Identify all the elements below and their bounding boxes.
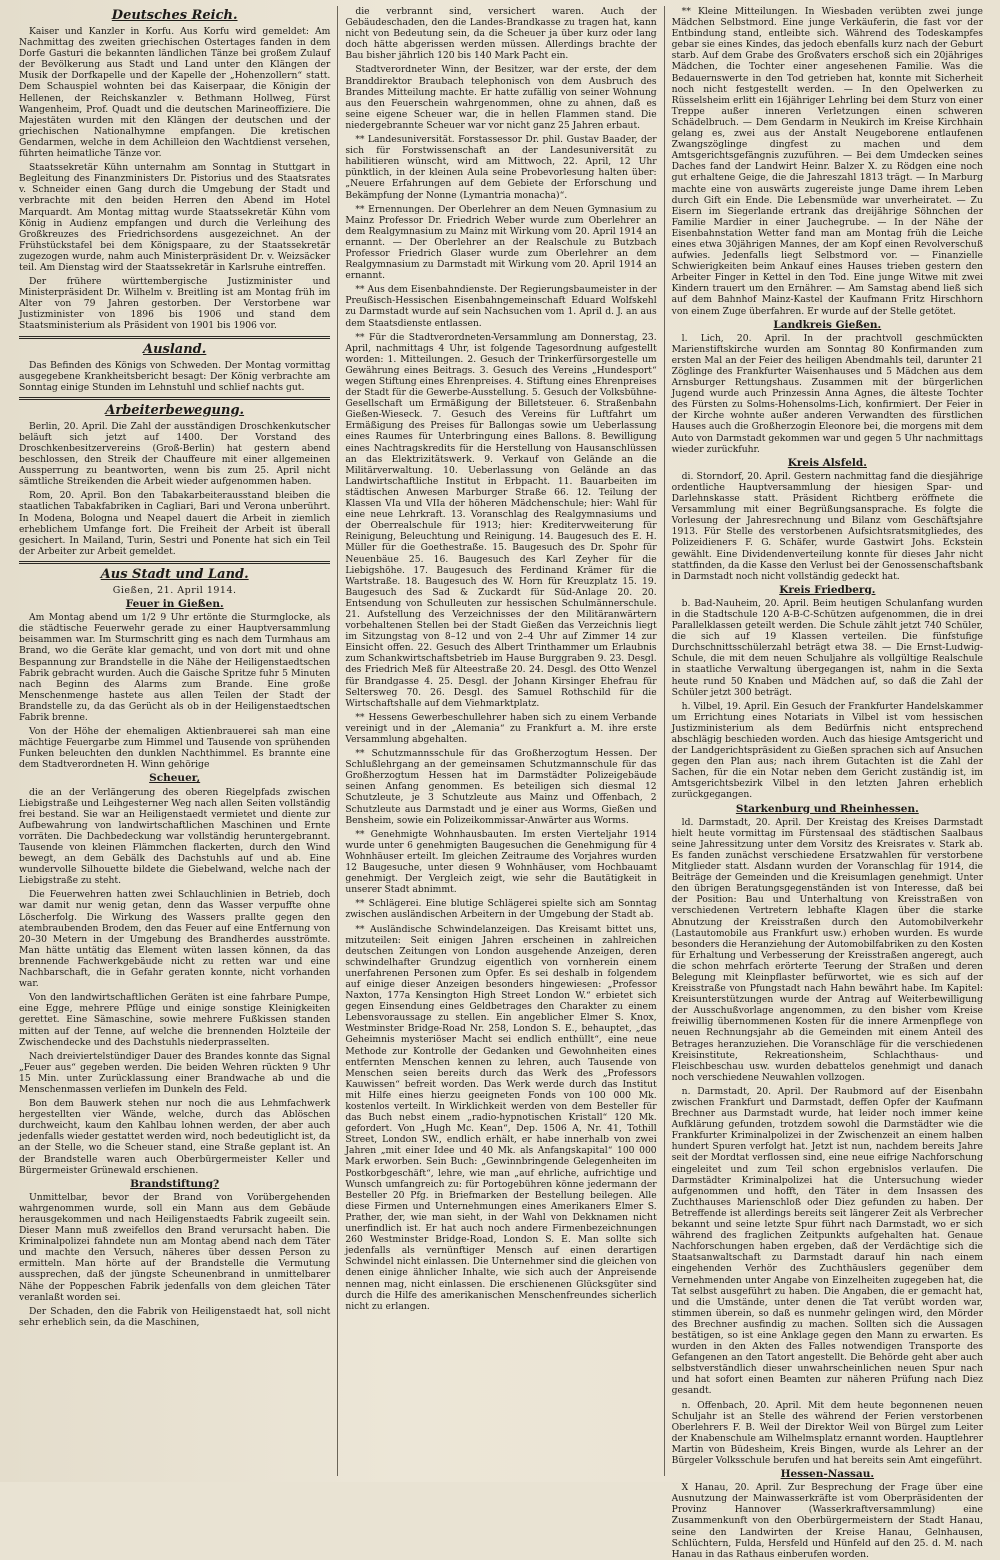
article-paragraph: Die Feuerwehren hatten zwei Schlauchlinien in Betrieb, doch war damit nur wenig getan, denn das Wasser verpuffte ohne Löscherfolg. Die Wirkung des Wassers prallte gegen den atembraubenden Brodem, den das Feuer auf eine Entfernung von 20–30 Metern in der Umgebung des Brandherdes ausströmte. Man hätte untätig das Element wüten lassen können, da das brennende Fachwerkgebäude nicht zu retten war und eine Nachbarschaft, die in Gefahr geraten konnte, nicht vorhanden war.	[19, 889, 331, 990]
section-heading: Ausland.	[143, 341, 207, 357]
article-paragraph: ** Landesuniversität. Forstassessor Dr. phil. Gustav Baader, der sich für Forstwissenschaft an der Landesuniversität zu habilitieren wünscht, wird am Mittwoch, 22. April, 12 Uhr pünktlich, in der kleinen Aula seine Probevorlesung halten über: „Neuere Erfahrungen auf dem Gebiete der Erforschung und Bekämpfung der Nonne (Lymantria monacha)“.	[345, 134, 657, 201]
article-paragraph: Von den landwirtschaftlichen Geräten ist eine fahrbare Pumpe, eine Egge, mehrere Pflüge und einige sonstige Kleinigkeiten gerettet. Eine Sämaschine, sowie mehrere Fußkissen standen mitten auf der Tenne, auf welche die brennenden Holzteile der Zwischendecke und des Dachstuhls niederprasselten.	[19, 992, 331, 1048]
article-paragraph: Der Schaden, den die Fabrik von Heiligenstaedt hat, soll nicht sehr erheblich sein, da die Maschinen,	[19, 1305, 331, 1328]
section-heading: Deutsches Reich.	[111, 8, 238, 23]
article-paragraph: Berlin, 20. April. Die Zahl der ausständigen Droschkenkutscher beläuft sich jetzt auf 1400. Der Vorstand des Droschkenbesitzervereins (Groß-Berlin) hat gestern abend beschlossen, den Streik der Chauffeure mit einer allgemeinen Aussperrung zu beantworten, wenn bis zum 25. April nicht sämtliche Streikenden die Arbeit wieder aufgenommen haben.	[19, 420, 331, 488]
article-paragraph: Rom, 20. April. Bon den Tabakarbeiterausstand bleiben die staatlichen Tabakfabriken in Cagliari, Bari und Verona unberührt. In Modena, Bologna und Neapel dauert die Arbeit in ziemlich erheblichem Umfange fort. Die Freiheit der Arbeit ist überall gesichert. In Mailand, Turin, Sestri und Ponente hat sich ein Teil der Arbeiter zur Arbeit gemeldet.	[19, 490, 331, 557]
article-paragraph: ** Schlägerei. Eine blutige Schlägerei spielte sich am Sonntag zwischen ausländischen Arbeitern in der Umgebung der Stadt ab.	[345, 898, 657, 921]
divider	[19, 397, 330, 400]
article-paragraph: Kaiser und Kanzler in Korfu. Aus Korfu wird gemeldet: Am Nachmittag des zweiten griechischen Ostertages fanden in dem Dorfe Gasturi die bekannten ländlichen Tänze bei großem Zulauf der Bevölkerung aus Stadt und Land unter den Klängen der Musik der Dorfkapelle und der Kapelle der „Hohenzollern“ statt. Dem Schauspiel wohnten bei das Kaiserpaar, die Königin der Hellenen, der Reichskanzler v. Bethmann Hollweg, Fürst Wangenheim, Prof. Quadt und die deutschen Marineoffiziere. Die Majestäten wurden mit den Klängen der deutschen und der griechischen Nationalhymne empfangen. Die kretischen Gendarmen, welche in dem Achilleion den Wachtdienst versehen, führten heimatliche Tänze vor.	[19, 26, 331, 160]
article-paragraph: Am Montag abend um 1/2 9 Uhr ertönte die Sturmglocke, als die städtische Feuerwehr gerade zu einer Hauptversammlung beisammen war. Im Sturmschritt ging es nach dem Turmhaus am Brand, wo die Geräte klar gemacht, und von dort mit und ohne Bespannung zur Brandstelle in die Nähe der Heiligenstaedtschen Fabrik gebracht wurden. Auch die Gaische Spritze fuhr 5 Minuten nach Beginn des Alarms zum Brande. Eine große Menschenmenge hastete aus allen Teilen der Stadt der Brandstelle zu, da das Gerücht als ob in der Heiligenstaedtschen Fabrik brenne.	[19, 612, 331, 723]
dateline: Gießen, 21. April 1914.	[112, 584, 237, 596]
article-paragraph: n. Darmstadt, 20. April. Der Raubmord auf der Eisenbahn zwischen Frankfurt und Darmstadt, deffen Opfer der Kaufmann Brechner aus Darmstadt wurde, hat leider noch immer keine Aufklärung gefunden, trotzdem sowohl die Darmstädter wie die Frankfurter Kriminalpolizei in der Zwischenzeit an einem halben hundert Spuren verfolgt hat. Jetzt ist nun, nachdem bereits Jahre seit der Mordtat verflossen sind, eine neue eifrige Nachforschung eingeleitet und zum Teil schon ergebnislos verlaufen. Die Darmstädter Kriminalpolizei hat die Untersuchung wieder aufgenommen und hofft, den Täter in dem Insassen des Zuchthauses Marienschloß oder Diez gefunden zu haben. Der Betreffende ist allerdings bereits seit längerer Zeit als Verbrecher bekannt und seine letzte Spur führt nach Darmstadt, wo er sich während des fraglichen Zeitpunkts aufgehalten hat. Genaue Nachforschungen haben ergeben, daß der Verdächtige sich die Staatsanwaltschaft zu Darmstadt darauf hin nach einem eingehenden Verhör des Zuchthäuslers gegenüber dem Vernehmenden unter Angabe von Einzelheiten zugegeben hat, die Tat selbst ausgeführt zu haben. Die Angaben, die er gemacht hat, und die Umstände, unter denen die Tat verübt worden war, stimmen überein, so daß es nunmehr gelingen wird, den Mörder des Brechner ausfindig zu machen. Sollten sich die Aussagen bestätigen, so ist eine Anklage gegen den Mann zu erwarten. Es wurden in den Akten des Falles notwendigen Transporte des Gefangenen an den Tatort angestellt. Die Behörde geht aber auch selbstverständlich dieser unwahrscheinlichen neuen Spur nach und hat sofort einen Beamten zur näheren Prüfung nach Diez gesandt.	[671, 1085, 983, 1397]
article-paragraph: ** Ausländische Schwindelanzeigen. Das Kreisamt bittet uns, mitzuteilen: Seit einigen Jahren erscheinen in zahlreichen deutschen Zeitungen von London ausgehende Anzeigen, deren schwindelhafter Grundzug eigentlich von vornherein einem unerfahrenen Personen zum Opfer. Es sei deshalb in folgendem auf einige dieser Anzeigen besonders hingewiesen: „Professor Naxton, 177a Kensington High Street London W.“ erbietet sich gegen Einsendung eines Geldbetrages den Charakter zu einem Lebensvoraussage zu stellen. Ein angeblicher Elmer S. Knox, Westminster Bridge-Road Nr. 258, London S. E., behauptet, „das Geheimnis mysteriöser Macht sei endlich enthüllt“, eine neue Methode zur Kontrolle der Gedanken und Gewohnheiten eines entfernten Menschen kennen zu lehren, auch Tausende von Menschen seien bereits durch das Werk des „Professors Kauwissen“ befreit worden. Das Werk werde durch das Institut mit Hilfe eines hierzu geeigneten Fonds von 100 000 Mk. kostenlos verteilt. In Wirklichkeit werden von dem Besteller für das Buch nebst einem „radio-hypnotischen Kristall“ 120 Mk. gefordert. Von „Hugh Mc. Kean“, Dep. 1506 A, Nr. 41, Tothill Street, London SW., endlich erhält, er habe innerhalb von zwei Jahren „mit einer Idee und 40 Mk. als Anfangskapital“ 100 000 Mark erworben. Sein Buch: „Gewinnbringende Gelegenheiten im Postkorbgeschäft“, lehre, wie man „auf ehrliche, aufrichtige und Wunsch umfangreich zu: für Portogebühren könne jedermann der Besteller 20 Pfg. in Briefmarken der Bestellung beilegen. Alle diese Firmen und Unternehmungen eines Amerikaners Elmer S. Prather, der, wie man sieht, in der Wahl von Dekknamen nicht unerfindlich ist. Er hat auch noch andere Firmenbezeichnungen 260 Westminster Bridge-Road, London S. E. Man sollte sich jedenfalls als vernünftiger Mensch auf einen derartigen Schwindel nicht einlassen. Die Unternehmer sind die gleichen von denen einige ähnlicher Inhalte, wie sich auch der Anpreisende nennen mag, nicht einlassen. Die erschienenen Glücksgüter sind durch die Hilfe des amerikanischen Menschenfreundes sicherlich nicht zu erlangen.	[345, 923, 657, 1312]
sub-heading: Brandstiftung?	[130, 1177, 220, 1190]
article-paragraph: ** Kleine Mitteilungen. In Wiesbaden verübten zwei junge Mädchen Selbstmord. Eine junge Verkäuferin, die fast vor der Entbindung stand, entleibte sich. Während des Todeskampfes gebar sie eines Kindes, das jedoch ebenfalls kurz nach der Geburt starb. Auf dem Grabe des Großvaters erschoß sich ein 20jähriges Mädchen, die Tochter einer angesehenen Familie. Was die Bedauernswerte in den Tod getrieben hat, konnte mit Sicherheit noch nicht festgestellt werden. — In den Opelwerken zu Rüsselsheim erlitt ein 16jähriger Lehrling bei dem Sturz von einer Treppe außer inneren Verletzungen einen schweren Schädelbruch. — Dem Gendarm in Neukirch im Kreise Kirchhain gelang es, zwei aus der Anstalt Neugeborene entlaufenen Zwangszöglinge dingfest zu machen und dem Amtsgerichtsgefängnis zuzuführen. — Bei dem Umdecken seines Daches fand der Landwirt Heinr. Balzer X. zu Rödgen eine noch gut erhaltene Geige, die die Jahreszahl 1813 trägt. — In Marburg machte eine von auswärts zugereiste junge Dame ihrem Leben durch Gift ein Ende. Die Lebensmüde war unverheiratet. — Zu Eisern im Siegerlande ertrank das dreijährige Söhnchen der Familie Mardier in einer Jauchegrube. — In der Nähe der Eisenbahnstation Wetter fand man am Montag früh die Leiche eines etwa 30jährigen Mannes, der am Kopf einen Revolverschuß aufwies. Jedenfalls liegt Selbstmord vor. — Finanzielle Schwierigkeiten beim Ankauf eines Hauses trieben gestern den Arbeiter Finger in Kettel in den Tod. Eine junge Witwe mit zwei Kindern trauert um den Ernährer. — Am Samstag abend ließ sich auf dem Bahnhof Mainz-Kastel der Kaufmann Fritz Hirschhorn von einem Zuge überfahren. Er wurde auf der Stelle getötet.	[671, 6, 983, 317]
article-paragraph: ** Aus dem Eisenbahndienste. Der Regierungsbaumeister in der Preußisch-Hessischen Eisenbahngemeinschaft Eduard Wolfskehl zu Darmstadt wurde auf sein Nachsuchen vom 1. April d. J. an aus dem Staatsdienste entlassen.	[345, 284, 657, 329]
article-paragraph: Nach dreiviertelstündiger Dauer des Brandes konnte das Signal „Feuer aus“ gegeben werden. Die beiden Wehren rückten 9 Uhr 15 Min. unter Zurücklassung einer Brandwache ab und die Menschenmassen verliefen im Dunkeln des Feld.	[19, 1050, 331, 1095]
column-container	[12, 6, 990, 1560]
article-paragraph: ld. Darmstadt, 20. April. Der Kreistag des Kreises Darmstadt hielt heute vormittag im Fürstensaal des städtischen Saalbaus seine Jahressitzung unter dem Vorsitz des Kreisrates v. Stark ab. Es fanden zunächst verschiedene Ersatzwahlen für verstorbene Mitglieder statt. Alsdann wurden der Voranschlag für 1914, die Beiträge der Gemeinden und die Kreisumlagen genehmigt. Unter den übrigen Beratungsgegenständen ist von Interesse, daß bei der Position: Bau und Unterhaltung von Kreisstraßen von verschiedenen Vertretern lebhafte Klagen über die starke Abnutzung der Kreisstraßen durch den Automobilverkehr (Lastautomobile aus Frankfurt usw.) erhoben wurden. Es wurde besonders die Heranziehung der Automobilfabriken zu den Kosten für Erhaltung und Verbesserung der Kreisstraßen angeregt, auch die schon mehrfach erörterte Teerung der Straßen und deren Belegung mit Kleinpflaster befürwortet, wie es sich auf der Kreisstraße von Pfungstadt nach Hahn bewährt habe. Im Kapitel: Kreisunterstützungen wurde der Antrag auf Weiterbewilligung der Ausschußvorlage angenommen, zu den bisher vom Kreise freiwillig übernommenen Kosten für die innere Armenpflege von neuen Rechnungsjahr ab die Gemeinden mit einem Anteil des Betrages heranzuziehen. Die Voranschläge für die verschiedenen Kreisinstitute, Rekreationsheim, Schlachthaus- und Fleischbeschau usw. wurden debattelos genehmigt und danach noch verschiedene Neuwahlen vollzogen.	[671, 816, 983, 1083]
sub-heading: Landkreis Gießen.	[773, 318, 882, 331]
article-paragraph: ** Genehmigte Wohnhausbauten. Im ersten Vierteljahr 1914 wurde unter 6 genehmigten Baugesuchen die Genehmigung für 4 Wohnhäuser erteilt. Im gleichen Zeitraume des Vorjahres wurden 12 Baugesuche, unter diesen 9 Wohnhäuser, vom Hochbauamt genehmigt. Der Vergleich zeigt, wie sehr die Bautätigkeit in unserer Stadt abnimmt.	[345, 828, 657, 896]
section-heading: Aus Stadt und Land.	[100, 566, 249, 582]
article-paragraph: di. Storndorf, 20. April. Gestern nachmittag fand die diesjährige ordentliche Hauptversammlung der hiesigen Spar- und Darlehnskasse statt. Präsident Richtberg eröffnete die Versammlung mit einer Begrüßungsansprache. Es folgte die Vorlesung der Jahresrechnung und Bilanz vom Geschäftsjahre 1913. Für Stelle des verstorbenen Aufsichtsratsmitgliedes, des Polizeidieners F. G. Schäfer, wurde Gastwirt Johs. Eckstein gewählt. Eine Dividendenverteilung konnte für dieses Jahr nicht stattfinden, da die Kasse den Verlust bei der Genossenschaftsbank in Darmstadt noch nicht vollständig gedeckt hat.	[671, 470, 983, 582]
sub-heading: Feuer in Gießen.	[125, 598, 224, 611]
sub-heading: Scheuer,	[149, 772, 201, 785]
sub-heading: Hessen-Nassau.	[780, 1468, 875, 1481]
section-heading: Arbeiterbewegung.	[105, 402, 245, 418]
sub-heading: Kreis Friedberg.	[779, 583, 876, 596]
article-paragraph: Der frühere württembergische Justizminister und Ministerpräsident Dr. Wilhelm v. Breitling ist am Montag früh im Alter von 79 Jahren gestorben. Der Verstorbene war Justizminister von 1896 bis 1906 und stand dem Staatsministerium als Präsident von 1901 bis 1906 vor.	[19, 276, 331, 332]
article-paragraph: b. Bad-Nauheim, 20. April. Beim heutigen Schulanfang wurden in die Stadtschule 120 A-B-C-Schützen aufgenommen, die in drei Parallelklassen geteilt werden. Die Schule zählt jetzt 740 Schüler, die sich auf 19 Klassen verteilen. Die fünfstufige Durchschnittsschülerzahl beträgt etwa 38. — Die Ernst-Ludwig-Schule, die mit dem neuen Schuljahre als vollgültige Realschule in staatliche Verwaltung übergegangen ist, nahm in die Sexta heute rund 50 Knaben und Mädchen auf, so daß die Zahl der Schüler jetzt 300 beträgt.	[671, 597, 983, 698]
article-paragraph: ** Ernennungen. Der Oberlehrer an dem Neuen Gymnasium zu Mainz Professor Dr. Friedrich Weber wurde zum Oberlehrer an dem Realgymnasium zu Mainz mit Wirkung vom 20. April 1914 an ernannt. — Der Oberlehrer an der Realschule zu Butzbach Professor Friedrich Glaser wurde zum Oberlehrer an dem Realgymnasium zu Darmstadt mit Wirkung vom 20. April 1914 an ernannt.	[345, 203, 657, 282]
divider	[19, 336, 330, 339]
article-paragraph: ** Schutzmannsschule für das Großherzogtum Hessen. Der Schlußlehrgang an der gemeinsamen Schutzmannschule für das Großherzogtum Hessen hat im Darmstädter Polizeigebäude seinen Anfang genommen. Es beteiligen sich diesmal 12 Schutzleute, je 3 Schutzleute aus Mainz und Offenbach, 2 Schutzleute aus Darmstadt und je einer aus Worms, Gießen und Bensheim, sowie ein Polizeikommissar-Anwärter aus Worms.	[345, 748, 657, 826]
article-paragraph: n. Offenbach, 20. April. Mit dem heute begonnenen neuen Schuljahr ist an Stelle des während der Ferien verstorbenen Oberlehrers F. B. Weil der Direktor Weil von Bürgel zum Leiter der Knabenschule am Wilhelmsplatz ernannt worden. Hauptlehrer Martin von Büdesheim, Kreis Bingen, wurde als Lehrer an der Bürgeler Volksschule berufen und hat bereits sein Amt eingeführt.	[671, 1399, 983, 1466]
article-paragraph: die verbrannt sind, versichert waren. Auch der Gebäudeschaden, den die Landes-Brandkasse zu tragen hat, kann nicht von Bedeutung sein, da die Scheuer ja über kurz oder lang doch hätte abgerissen werden müssen. Allerdings brachte der Bau bisher jährlich 120 bis 140 Mark Pacht ein.	[345, 6, 657, 62]
sub-heading: Starkenburg und Rheinhessen.	[735, 802, 919, 815]
article-paragraph: Bon dem Bauwerk stehen nur noch die aus Lehmfachwerk hergestellten vier Wände, welche, durch das Ablöschen durchweicht, kaum den Kahlbau lohnen werden, der aber auch jedenfalls wieder gestattet werden wird, noch bedeutiglicht ist, da an der Stelle, wo die Scheuer stand, eine Straße geplant ist. An der Brandstelle waren auch Oberbürgermeister Keller und Bürgermeister Grünewald erschienen.	[19, 1098, 331, 1176]
article-paragraph: ** Hessens Gewerbeschullehrer haben sich zu einem Verbande vereinigt und in der „Alemania“ zu Frankfurt a. M. ihre erste Versammlung abgehalten.	[345, 711, 657, 745]
article-paragraph: Stadtverordneter Winn, der Besitzer, war der erste, der dem Branddirektor Braubach telephonisch von dem Ausbruch des Brandes Mitteilung machte. Er hatte zufällig von seiner Wohnung aus den Feuerschein wahrgenommen, ohne zu ahnen, daß es seine eigene Scheuer war, die in hellen Flammen stand. Die niedergebrannte Scheuer war vor nicht ganz 25 Jahren erbaut.	[345, 64, 657, 131]
column-3	[665, 6, 990, 1560]
column-2	[338, 6, 664, 1476]
article-paragraph: Unmittelbar, bevor der Brand von Vorübergehenden wahrgenommen wurde, soll ein Mann aus dem Gebäude herausgekommen und nach Heiligenstaedts Fabrik zugeeilt sein. Dieser Mann muß zweifellos den Brand verursacht haben. Die Kriminalpolizei fahndete nun am Montag abend nach dem Täter und machte den Versuch, näheres über dessen Person zu ermitteln. Man hörte auf der Brandstelle die Vermutung aussprechen, daß der jüngste Scheunenbrand in unmittelbarer Nähe der Poppeschen Fabrik jedenfalls von dem gleichen Täter veranlaßt worden sei.	[19, 1191, 331, 1303]
article-paragraph: Das Befinden des Königs von Schweden. Der Montag vormittag ausgegebene Krankheitsbericht besagt: Der König verbrachte am Sonntag einige Stunden im Lehnstuhl und schlief nachts gut.	[19, 359, 331, 393]
article-paragraph: h. Vilbel, 19. April. Ein Gesuch der Frankfurter Handelskammer um Errichtung eines Notariats in Vilbel ist vom hessischen Justizministerium als dem Bedürfnis nicht entsprechend abschlägig beschieden worden. Auch das hiesige Amtsgericht und der Landgerichtspräsident zu Gießen sprachen sich auf Ansuchen gegen den Plan aus; nach ihrem Gutachten ist die Zahl der Sachen, für die ein Notar neben dem Gericht zuständig ist, im Amtsgerichtsbezirk Vilbel in den letzten Jahren erheblich zurückgegangen.	[671, 700, 983, 801]
article-paragraph: Von der Höhe der ehemaligen Aktienbrauerei sah man eine mächtige Feuergarbe zum Himmel und Tausende von sprühenden Funken beleuchten den dunklen Nachthimmel. Es brannte eine dem Stadtverordneten H. Winn gehörige	[19, 726, 331, 771]
sub-heading: Kreis Alsfeld.	[787, 456, 867, 469]
article-paragraph: ** Für die Stadtverordneten-Versammlung am Donnerstag, 23. April, nachmittags 4 Uhr, ist folgende Tagesordnung aufgestellt worden: 1. Mitteilungen. 2. Gesuch der Trinkerfürsorgestelle um Gewährung eines Beitrags. 3. Gesuch des Vereins „Hundesport“ wegen Stiftung eines Ehrenpreises. 4. Stiftung eines Ehrenpreises der Stadt für die Gewerbe-Ausstellung. 5. Gesuch der Volksbühne-Gesellschaft um Ermäßigung der Billetsteuer. 6. Straßenbahn Gießen-Wieseck. 7. Gesuch des Vereins für Luftfahrt um Ermäßigung des Preises für Ballongas sowie um Ueberlassung eines Raumes für Unterbringung eines Ballons. 8. Bewilligung eines Nachtragskredits für die Herstellung von Hausanschlüssen an das Elektrizitätswerk. 9. Verkauf von Gelände an die Militärverwaltung. 10. Ueberlassung von Gelände an das Landwirtschaftliche Institut in Erbpacht. 11. Bauarbeiten im städtischen Anwesen Marburger Straße 66. 12. Teilung der Klassen VIa und VIIa der höheren Mädchenschule; hier: Wahl für eine neue Lehrkraft. 13. Voranschlag des Realgymnasiums und der Oberrealschule für 1913; hier: Kreditervweiterung für Reinigung, Beleuchtung und Reinigung. 14. Baugesuch des E. H. Müller für die Goethestraße. 15. Baugesuch des Dr. Spohr für Neuenbäue 25. 16. Baugesuch des Karl Zeyher für die Liebigshöhe. 17. Baugesuch des Ferdinand Krämer für die Wartstraße. 18. Baugesuch des W. Horn für Kreuzplatz 15. 19. Baugesuch des Sad & Zuckardt für Süd-Anlage 20. 20. Entsendung von Schulleuten zur hessischen Schulmännerschule. 21. Aufstellung des Verzeichnisses der den Militäranwärtern vorbehaltenen Stellen bei der Stadt Gießen das Verzeichnis liegt im Sitzungstag von 8–12 und von 2–4 Uhr auf Zimmer 14 zur Einsicht offen. 22. Gesuch des Albert Trinthammer um Erlaubnis zum Schankwirtschaftsbetrieb im Hause Burggraben 9. 23. Desgl. des Friedrich Meß für Alteestraße 20. 24. Desgl. des Otto Wenzel für Brandgasse 4. 25. Desgl. der Johann Kirsinger Ehefrau für Seltersweg 70. 26. Desgl. des Samuel Rothschild für die Wirtschaftshalle auf dem Viehmarktplatz.	[345, 331, 657, 709]
divider	[19, 561, 330, 564]
article-paragraph: Staatssekretär Kühn unternahm am Sonntag in Stuttgart in Begleitung des Finanzministers Dr. Pistorius und des Staatsrates v. Schneider einen Gang durch die Umgebung der Stadt und verbrachte mit den beiden Herren den Abend im Hotel Marquardt. Am Montag mittag wurde Staatssekretär Kühn vom König in Audienz empfangen und durch die Verleihung des Großkreuzes des Friedrichsordens ausgezeichnet. An der Frühstückstafel bei dem Königspaare, zu der Staatssekretär zugezogen wurde, nahm auch Ministerpräsident Dr. v. Weizsäcker teil. Am Dienstag wird der Staatssekretär in Karlsruhe eintreffen.	[19, 162, 331, 273]
column-1	[12, 6, 338, 1476]
article-paragraph: X Hanau, 20. April. Zur Besprechung der Frage über eine Ausnutzung der Mainwasserkräfte ist vom Oberpräsidenten der Provinz Hannover (Wasserkraftversammlung) eine Zusammenkunft von den Oberbürgermeistern der Stadt Hanau, seine den Landwirten der Kreise Hanau, Gelnhausen, Schlüchtern, Fulda, Hersfeld und Hünfeld auf den 25. d. M. nach Hanau in das Rathaus einberufen worden.	[671, 1482, 983, 1560]
article-paragraph: l. Lich, 20. April. In der prachtvoll geschmückten Marienstiftskirche wurden am Sonntag 80 Konfirmanden zum ersten Mal an der Feier des heiligen Abendmahls teil, darunter 21 Zöglinge des Frankfurter Waisenhauses und 5 Mädchen aus dem Arnsburger Rettungshaus. Zusammen mit der bürgerlichen Jugend wurde auch Prinzessin Anna Agnes, die älteste Tochter des Fürsten zu Solms-Hohensolms-Lich, konfirmiert. Der Feier in der Kirche wohnte außer anderen Verwandten des fürstlichen Hauses auch die Großherzogin Eleonore bei, die morgens mit dem Auto von Darmstadt gekommen war und gegen 5 Uhr nachmittags wieder zurückfuhr.	[671, 332, 983, 455]
article-paragraph: die an der Verlängerung des oberen Riegelpfads zwischen Liebigstraße und Leihgesterner Weg nach allen Seiten vollständig frei bestand. Sie war an Heiligenstaedt vermietet und diente zur Aufbewahrung von landwirtschaftlichen Maschinen und Ernte vorräten. Die Dachbedeckung war vollständig heruntergebrannt. Tausende von kleinen Flämmchen flackerten, durch den Wind bewegt, an dem Gebälk des Dachstuhls auf und ab. Eine wundervolle Silhouette bildete die Giebelwand, welche nach der Liebigstraße zu steht.	[19, 786, 331, 887]
